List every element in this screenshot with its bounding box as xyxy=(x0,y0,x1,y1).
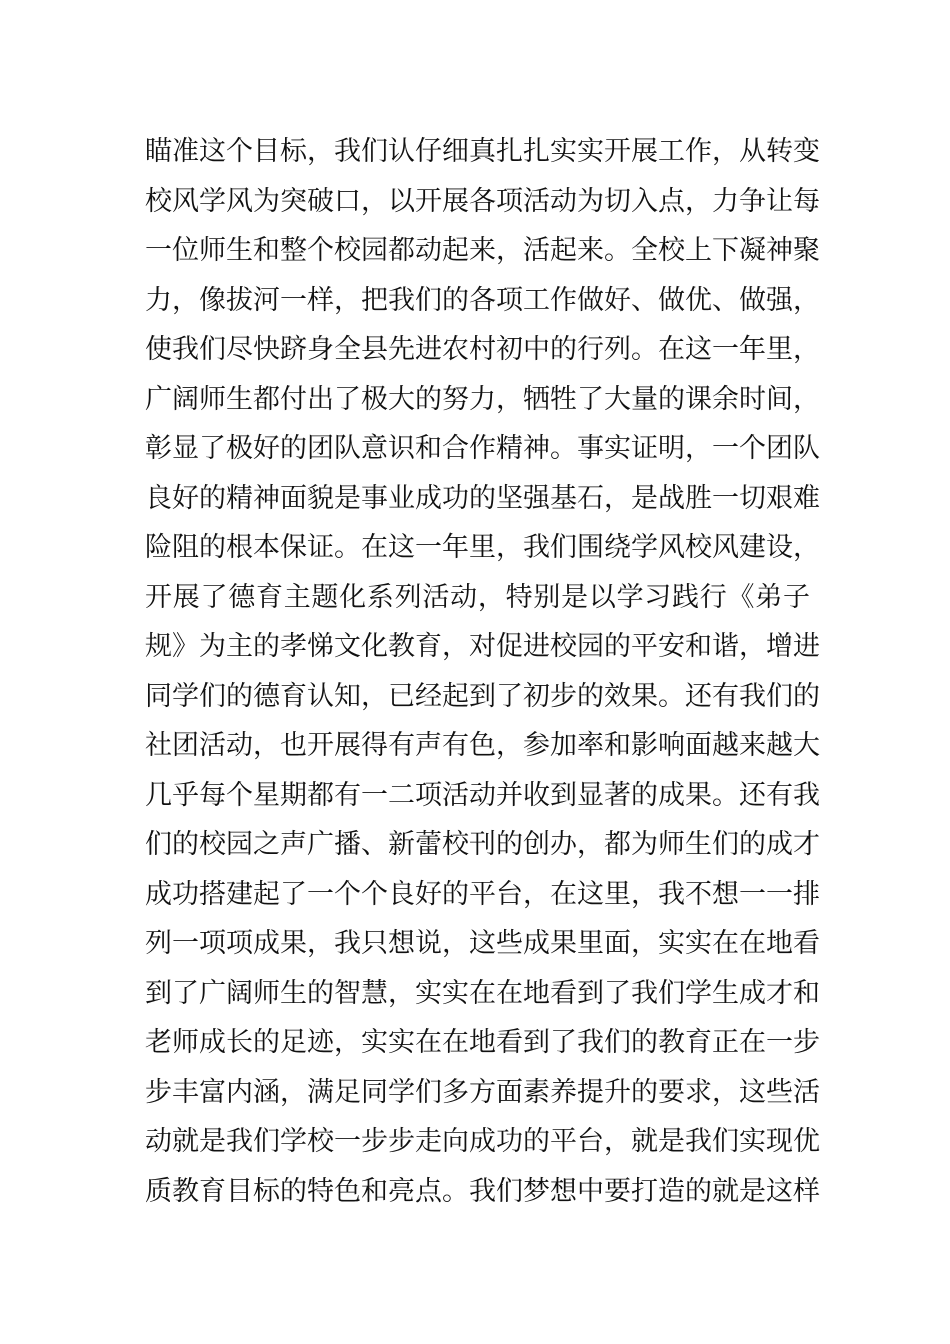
text-line: 良好的精神面貌是事业成功的坚强基石，是战胜一切艰难 xyxy=(145,482,820,514)
text-line: 一位师生和整个校园都动起来，活起来。全校上下凝神聚 xyxy=(145,235,820,266)
text-line: 步丰富内涵，满足同学们多方面素养提升的要求，这些活 xyxy=(145,1076,820,1108)
text-line: 质教育目标的特色和亮点。我们梦想中要打造的就是这样 xyxy=(145,1175,820,1207)
text-line: 彰显了极好的团队意识和合作精神。事实证明，一个团队 xyxy=(145,433,820,464)
text-line: 动就是我们学校一步步走向成功的平台，就是我们实现优 xyxy=(145,1126,820,1157)
text-line: 成功搭建起了一个个良好的平台，在这里，我不想一一排 xyxy=(145,878,820,910)
text-line: 们的校园之声广播、新蕾校刊的创办，都为师生们的成才 xyxy=(145,829,820,860)
text-line: 几乎每个星期都有一二项活动并收到显著的成果。还有我 xyxy=(145,779,820,811)
text-line: 校风学风为突破口，以开展各项活动为切入点，力争让每 xyxy=(145,185,820,217)
body-paragraph xyxy=(145,127,820,1216)
text-line: 瞄准这个目标，我们认仔细真扎扎实实开展工作，从转变 xyxy=(145,136,820,167)
text-line: 险阻的根本保证。在这一年里，我们围绕学风校风建设， xyxy=(145,532,820,563)
text-line: 广阔师生都付出了极大的努力，牺牲了大量的课余时间， xyxy=(145,383,820,415)
text-line: 开展了德育主题化系列活动，特别是以学习践行《弟子 xyxy=(145,581,810,613)
text-line: 规》为主的孝悌文化教育，对促进校园的平安和谐，增进 xyxy=(145,631,820,662)
text-line: 使我们尽快跻身全县先进农村初中的行列。在这一年里， xyxy=(145,334,820,365)
text-line: 力，像拔河一样，把我们的各项工作做好、做优、做强， xyxy=(145,284,820,316)
text-line: 到了广阔师生的智慧，实实在在地看到了我们学生成才和 xyxy=(145,977,820,1009)
text-line: 列一项项成果，我只想说，这些成果里面，实实在在地看 xyxy=(145,928,820,959)
text-line: 同学们的德育认知，已经起到了初步的效果。还有我们的 xyxy=(145,680,820,712)
text-line: 社团活动，也开展得有声有色，参加率和影响面越来越大 xyxy=(145,730,820,761)
text-line: 老师成长的足迹，实实在在地看到了我们的教育正在一步 xyxy=(145,1027,820,1058)
